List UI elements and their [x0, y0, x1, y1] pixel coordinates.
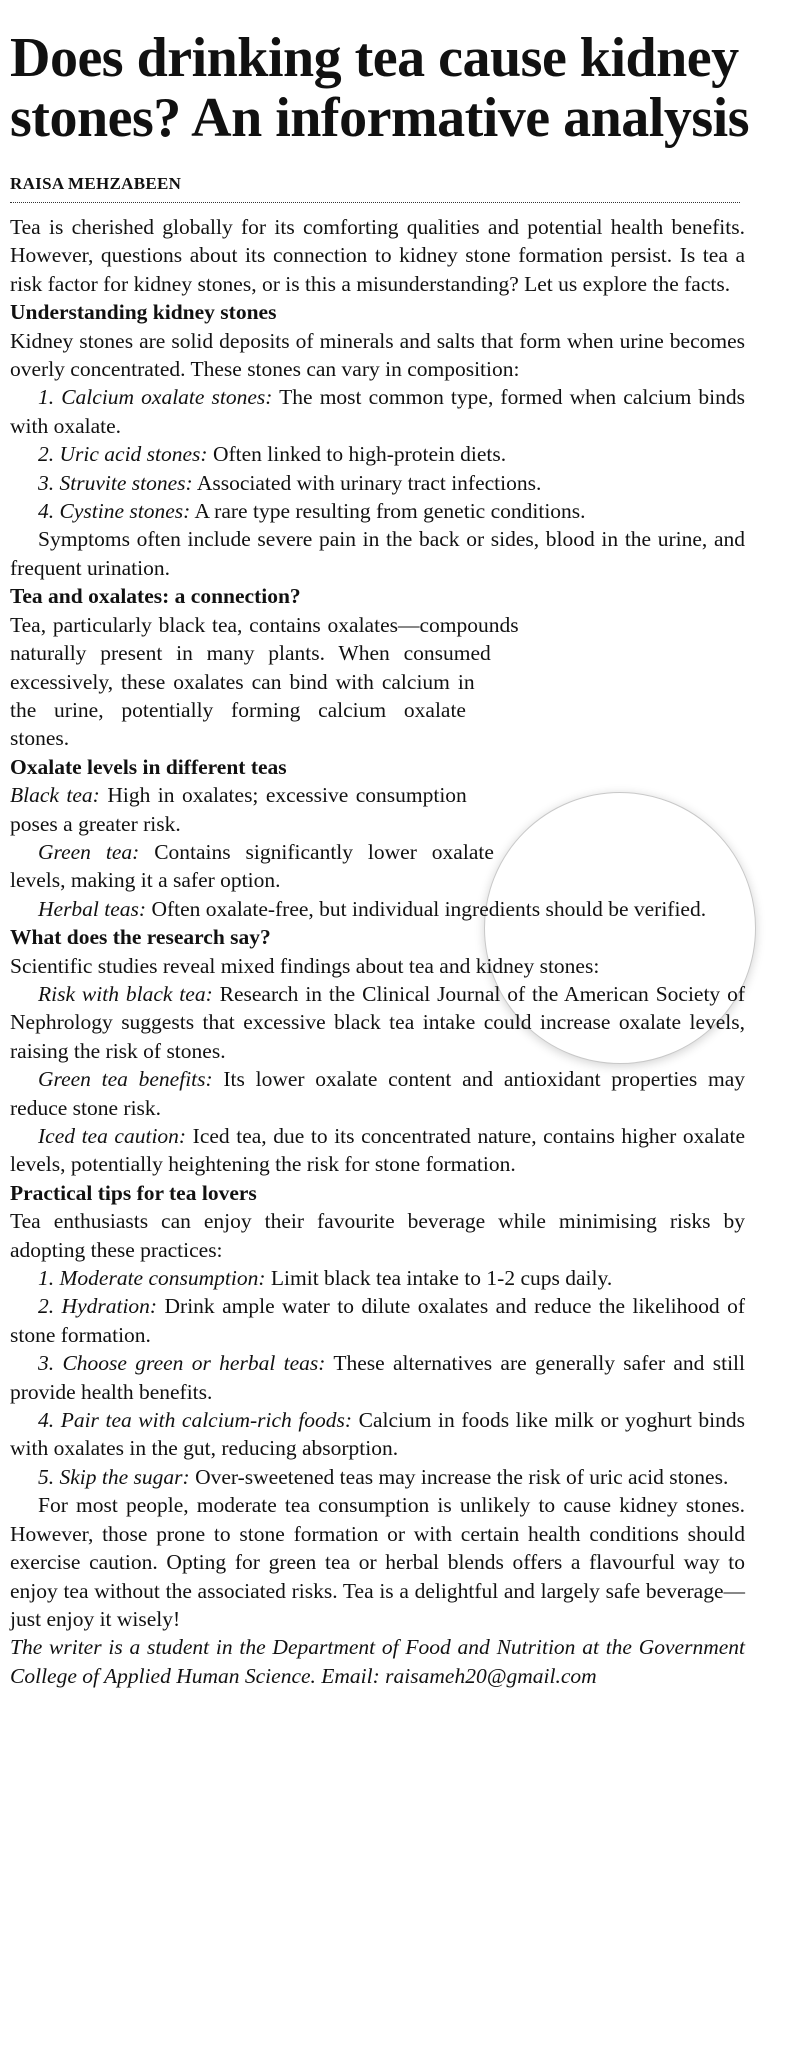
- conclusion-paragraph: For most people, moderate tea consumption is unlikely to cause kidney stones. However, those prone to stone formation or with certain health conditions should exercise caution. Opting for green tea or herbal blends offers a flavourful way to enjoy tea without the associated risks. Tea is a delightful and largely safe beverage—just enjoy it wisely!: [10, 1493, 745, 1631]
- section-heading: Oxalate levels in different teas: [10, 754, 287, 779]
- list-term: 2. Hydration:: [38, 1294, 158, 1319]
- list-text: Contains significantly lower oxalate levels, making it a safer option.: [10, 839, 494, 893]
- list-text: A rare type resulting from genetic conditions.: [190, 499, 586, 524]
- paragraph: Kidney stones are solid deposits of minerals and salts that form when urine becomes overly concentrated. These stones can vary in composition:: [10, 328, 745, 382]
- list-item: [10, 497, 745, 525]
- list-text: Associated with urinary tract infections.: [192, 470, 542, 495]
- list-term: Green tea benefits:: [38, 1067, 213, 1092]
- list-term: 5. Skip the sugar:: [38, 1464, 190, 1489]
- list-term: 1. Moderate consumption:: [38, 1266, 266, 1291]
- byline: RAISA MEHZABEEN: [10, 174, 740, 203]
- list-item: [10, 1349, 745, 1406]
- list-item: [10, 1065, 745, 1122]
- article: [10, 0, 752, 1690]
- list-term: Risk with black tea:: [38, 981, 213, 1006]
- list-term: 4. Cystine stones:: [38, 499, 191, 524]
- list-text: Research in the Clinical Journal of the American Society of Nephrology suggests that excessive black tea intake could increase oxalate levels, raising the risk of stones.: [10, 981, 745, 1063]
- headline: Does drinking tea cause kidney stones? An informative analysis: [10, 27, 749, 149]
- paragraph: Scientific studies reveal mixed findings about tea and kidney stones:: [10, 953, 600, 978]
- list-term: Black tea:: [10, 783, 100, 808]
- list-item: [10, 383, 745, 440]
- intro-paragraph: Tea is cherished globally for its comforting qualities and potential health benefits. However, questions about its connection to kidney stone formation persist. Is tea a risk factor for kidney stones, or is this a misunderstanding? Let us explore the facts.: [10, 215, 745, 296]
- list-text: Often oxalate-free, but individual ingredients should be verified.: [146, 896, 707, 921]
- list-item: [10, 440, 745, 468]
- list-text: Drink ample water to dilute oxalates and reduce the likelihood of stone formation.: [10, 1294, 745, 1347]
- list-term: 3. Choose green or herbal teas:: [38, 1351, 326, 1376]
- list-text: Often linked to high-protein diets.: [207, 442, 507, 467]
- list-term: 3. Struvite stones:: [38, 470, 193, 495]
- list-text: Iced tea, due to its concentrated nature, contains higher oxalate levels, potentially heightening the risk for stone formation.: [10, 1124, 745, 1177]
- section-heading: What does the research say?: [10, 925, 271, 950]
- paragraph: Symptoms often include severe pain in the back or sides, blood in the urine, and frequent urination.: [10, 527, 745, 580]
- article-body: [10, 213, 745, 1690]
- list-term: 4. Pair tea with calcium-rich foods:: [38, 1408, 353, 1433]
- list-term: 2. Uric acid stones:: [38, 442, 208, 467]
- list-item: [10, 1406, 745, 1463]
- list-term: 1. Calcium oxalate stones:: [38, 385, 273, 410]
- paragraph: Tea enthusiasts can enjoy their favourite beverage while minimising risks by adopting these practices:: [10, 1209, 745, 1262]
- list-item: [10, 980, 745, 1065]
- list-text: These alternatives are generally safer and still provide health benefits.: [10, 1351, 745, 1404]
- section-heading: Understanding kidney stones: [10, 300, 277, 325]
- list-item: [10, 1122, 745, 1179]
- list-item: [10, 1463, 745, 1491]
- list-item: [10, 1264, 745, 1292]
- list-item: [10, 469, 745, 497]
- list-text: Limit black tea intake to 1-2 cups daily.: [265, 1266, 613, 1291]
- list-item: [10, 1292, 745, 1349]
- image-wrap-space: [477, 611, 753, 887]
- list-text: High in oxalates; excessive consumption poses a greater risk.: [10, 783, 467, 836]
- list-item: [10, 895, 745, 923]
- list-term: Iced tea caution:: [38, 1124, 187, 1148]
- section-heading: Tea and oxalates: a connection?: [10, 584, 301, 609]
- list-text: Over-sweetened teas may increase the risk of uric acid stones.: [189, 1464, 729, 1489]
- section-heading: Practical tips for tea lovers: [10, 1180, 257, 1205]
- paragraph: Tea, particularly black tea, contains oxalates—compounds naturally present in many plants. When consumed excessively, these oxalates can bind with calcium in the urine, potentially forming calcium oxalate stones.: [10, 612, 519, 751]
- list-text: Calcium in foods like milk or yoghurt binds with oxalates in the gut, reducing absorption.: [10, 1408, 745, 1461]
- list-term: Green tea:: [38, 839, 140, 864]
- list-text: The most common type, formed when calcium binds with oxalate.: [10, 385, 745, 438]
- list-text: Its lower oxalate content and antioxidant properties may reduce stone risk.: [10, 1067, 745, 1120]
- list-term: Herbal teas:: [38, 896, 147, 921]
- author-credit: The writer is a student in the Department of Food and Nutrition at the Government College of Applied Human Science. Email: raisameh20@gmail.com: [10, 1635, 745, 1688]
